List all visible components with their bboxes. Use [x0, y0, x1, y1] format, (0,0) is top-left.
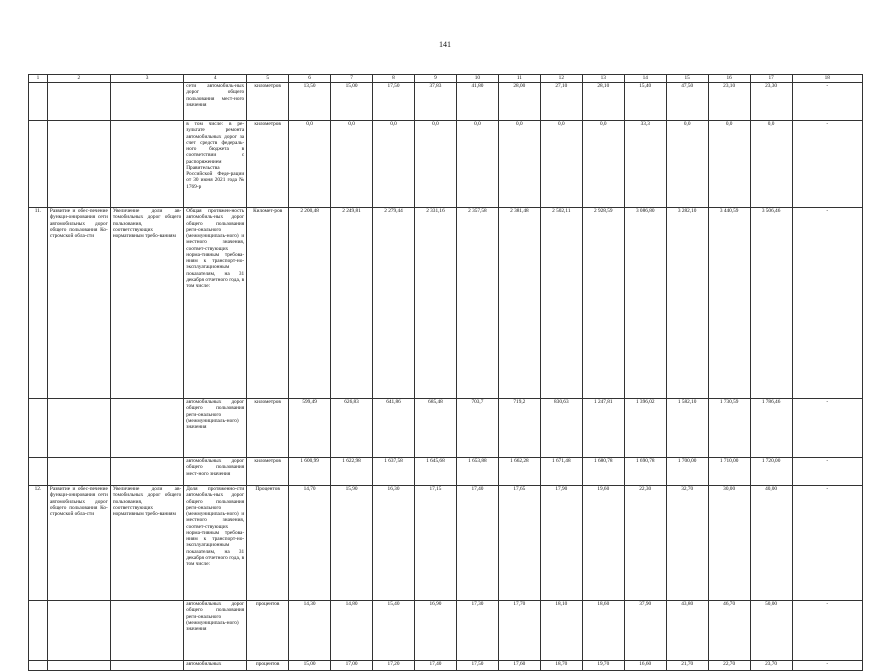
table-cell: 17,40	[456, 486, 498, 601]
table-cell: 3 506,46	[750, 208, 792, 399]
table-cell: 13,50	[289, 83, 331, 121]
table-cell: 17,90	[540, 486, 582, 601]
column-header: 18	[792, 75, 862, 83]
table-cell: 22,70	[708, 661, 750, 671]
table-cell: сети автомобиль-ных дорог общего пользования мест-ного значения	[184, 83, 247, 121]
table-cell: -	[792, 458, 862, 486]
table-cell: -	[792, 399, 862, 458]
table-row	[29, 486, 863, 601]
table-cell: 1 645,68	[414, 458, 456, 486]
indicators-table	[28, 74, 863, 671]
table-cell	[47, 121, 110, 208]
table-cell	[110, 601, 183, 661]
table-cell: 18,60	[582, 601, 624, 661]
column-header: 7	[331, 75, 373, 83]
table-cell: 3 440,59	[708, 208, 750, 399]
table-cell: 1 671,48	[540, 458, 582, 486]
column-header: 8	[373, 75, 415, 83]
table-body	[29, 83, 863, 671]
table-row	[29, 208, 863, 399]
table-cell: 40,00	[750, 486, 792, 601]
table-cell: Общая протяжен-ность автомобиль-ных дорог общего пользования реги-онального (межмуниципаль-ного) и местного значения, соответ-ствующих норма-тивным требова-ниям к транспорт-но-эксплуатационным показателям, на 31 декабря отчетного года, в том числе:	[184, 208, 247, 399]
table-cell: 12.	[29, 486, 48, 601]
table-cell: 0,0	[456, 121, 498, 208]
table-cell: километров	[247, 399, 289, 458]
table-cell: 0,0	[289, 121, 331, 208]
table-cell	[110, 399, 183, 458]
table-cell: 1 622,98	[331, 458, 373, 486]
column-header: 15	[666, 75, 708, 83]
column-header: 13	[582, 75, 624, 83]
table-cell: 14,80	[331, 601, 373, 661]
table-cell: 47,50	[666, 83, 708, 121]
table-cell	[47, 83, 110, 121]
table-cell: Процентов	[247, 486, 289, 601]
table-cell	[47, 601, 110, 661]
table-cell: 599,49	[289, 399, 331, 458]
table-cell	[29, 601, 48, 661]
table-cell: 0,0	[414, 121, 456, 208]
table-cell: 27,10	[540, 83, 582, 121]
table-cell: автомобильных дорог общего пользования реги-онального (межмуниципаль-ного) значения	[184, 601, 247, 661]
column-header: 12	[540, 75, 582, 83]
table-cell: 0,0	[540, 121, 582, 208]
table-cell: -	[792, 486, 862, 601]
table-cell: 37,83	[414, 83, 456, 121]
table-row	[29, 601, 863, 661]
table-cell: 18,10	[540, 601, 582, 661]
table-cell: 17,40	[414, 661, 456, 671]
column-header: 14	[624, 75, 666, 83]
table-cell: километров	[247, 83, 289, 121]
table-cell: 11.	[29, 208, 48, 399]
table-cell: 0,0	[498, 121, 540, 208]
table-cell	[110, 121, 183, 208]
table-cell: 1 700,00	[666, 458, 708, 486]
table-cell: 16,90	[414, 601, 456, 661]
table-cell: 15,40	[624, 83, 666, 121]
table-cell: 23,10	[708, 83, 750, 121]
table-cell: 1 396,02	[624, 399, 666, 458]
table-cell: 17,65	[498, 486, 540, 601]
table-cell	[29, 458, 48, 486]
table-cell: автомобильных дорог общего пользования мест-ного значения	[184, 458, 247, 486]
table-cell: 641,86	[373, 399, 415, 458]
table-cell: 15,90	[331, 486, 373, 601]
column-header: 16	[708, 75, 750, 83]
table-cell	[110, 458, 183, 486]
table-cell: 2 249,81	[331, 208, 373, 399]
table-cell: 830,63	[540, 399, 582, 458]
table-cell: 1 730,59	[708, 399, 750, 458]
table-cell: 1 710,00	[708, 458, 750, 486]
table-cell: 17,30	[456, 601, 498, 661]
table-cell: 1 653,88	[456, 458, 498, 486]
table-cell: 626,83	[331, 399, 373, 458]
table-cell: в том числе: в ре-зультате ремонта автомобильных дорог за счет средств федераль-ного бюджета в соответствии с распоряжением Правительства Российской Феде-рации от 30 июня 2021 года № 1769-р	[184, 121, 247, 208]
table-cell: 2 200,48	[289, 208, 331, 399]
table-cell: 18,70	[540, 661, 582, 671]
table-row	[29, 83, 863, 121]
table-cell: 16,30	[373, 486, 415, 601]
table-row	[29, 661, 863, 671]
table-cell: 17,15	[414, 486, 456, 601]
table-cell: 23,30	[750, 83, 792, 121]
table-cell: 19,70	[582, 661, 624, 671]
table-cell: 17,70	[498, 601, 540, 661]
table-cell: 17,50	[456, 661, 498, 671]
table-cell: 17,50	[373, 83, 415, 121]
table-cell: 23,70	[750, 661, 792, 671]
column-header: 6	[289, 75, 331, 83]
column-header: 3	[110, 75, 183, 83]
table-row	[29, 121, 863, 208]
column-header: 5	[247, 75, 289, 83]
table-cell: 719,2	[498, 399, 540, 458]
table-cell: 46,70	[708, 601, 750, 661]
table-cell: 33,3	[624, 121, 666, 208]
table-cell: 1 680,78	[582, 458, 624, 486]
table-cell	[29, 121, 48, 208]
table-cell: процентов	[247, 601, 289, 661]
table-cell: 16,60	[624, 661, 666, 671]
table-cell: 2 357,58	[456, 208, 498, 399]
table-cell: 28,10	[582, 83, 624, 121]
table-cell: Увеличение доли ав-томобильных дорог общего пользования, соответствующих нормативным требо-ваниям	[110, 208, 183, 399]
table-cell: 0,0	[666, 121, 708, 208]
table-cell: 2 279,44	[373, 208, 415, 399]
table-cell: Километ-ров	[247, 208, 289, 399]
table-cell	[110, 83, 183, 121]
table-cell: автомобильных	[184, 661, 247, 671]
table-cell: 50,00	[750, 601, 792, 661]
table-cell: километров	[247, 458, 289, 486]
table-cell: -	[792, 121, 862, 208]
table-cell: 2 502,11	[540, 208, 582, 399]
table-cell: 1 690,78	[624, 458, 666, 486]
column-header: 9	[414, 75, 456, 83]
table-cell: процентов	[247, 661, 289, 671]
table-cell: 0,0	[373, 121, 415, 208]
table-cell: 37,90	[624, 601, 666, 661]
table-cell	[47, 399, 110, 458]
table-cell: 685,48	[414, 399, 456, 458]
table-cell: 2 331,16	[414, 208, 456, 399]
table-cell: 1 786,46	[750, 399, 792, 458]
table-cell: Развитие и обес-печение функци-онирования сети автомобильных дорог общего пользования Ко-стромской обла-сти	[47, 208, 110, 399]
table-cell: Развитие и обес-печение функци-онирования сети автомобильных дорог общего пользования Ко-стромской обла-сти	[47, 486, 110, 601]
table-cell: 1 247,81	[582, 399, 624, 458]
table-cell: 2 928,59	[582, 208, 624, 399]
table-cell: 14,70	[289, 486, 331, 601]
column-header: 2	[47, 75, 110, 83]
column-header: 11	[498, 75, 540, 83]
table-cell: 0,0	[331, 121, 373, 208]
table-cell: 3 282,10	[666, 208, 708, 399]
table-cell	[110, 661, 183, 671]
table-cell: километров	[247, 121, 289, 208]
table-cell: 30,00	[708, 486, 750, 601]
table-cell	[47, 458, 110, 486]
table-cell: -	[792, 83, 862, 121]
column-header: 10	[456, 75, 498, 83]
table-cell	[47, 661, 110, 671]
table-cell: 3 086,80	[624, 208, 666, 399]
table-cell: 0,0	[708, 121, 750, 208]
table-cell: 15,40	[373, 601, 415, 661]
table-cell: 21,70	[666, 661, 708, 671]
table-cell	[29, 399, 48, 458]
table-cell	[29, 83, 48, 121]
table-cell: -	[792, 208, 862, 399]
table-cell: 0,0	[750, 121, 792, 208]
table-cell: 17,20	[373, 661, 415, 671]
table-cell: 43,80	[666, 601, 708, 661]
table-cell: 19,60	[582, 486, 624, 601]
table-cell: 14,30	[289, 601, 331, 661]
table-cell: 1 582,10	[666, 399, 708, 458]
table-cell: 1 637,58	[373, 458, 415, 486]
table-cell	[29, 661, 48, 671]
table-row	[29, 458, 863, 486]
table-cell: 2 381,48	[498, 208, 540, 399]
table-cell: Увеличение доли ав-томобильных дорог общего пользования, соответствующих нормативным требо-ваниям	[110, 486, 183, 601]
table-cell: 1 600,99	[289, 458, 331, 486]
table-cell: -	[792, 601, 862, 661]
table-cell: 15,00	[331, 83, 373, 121]
table-cell: автомобильных дорог общего пользования реги-онального (межмуниципаль-ного) значения	[184, 399, 247, 458]
page-number: 141	[439, 40, 451, 49]
column-header: 4	[184, 75, 247, 83]
table-cell: 32,70	[666, 486, 708, 601]
table-cell: 41,80	[456, 83, 498, 121]
column-header: 17	[750, 75, 792, 83]
table-cell: -	[792, 661, 862, 671]
table-cell: 28,00	[498, 83, 540, 121]
column-header: 1	[29, 75, 48, 83]
column-number-row	[29, 75, 863, 83]
table-cell: 15,00	[289, 661, 331, 671]
table-row	[29, 399, 863, 458]
table-cell: Доля протяженно-сти автомобиль-ных дорог общего пользования реги-онального (межмуниципаль-ного) и местного значения, соответ-ствующих норма-тивным требова-ниям к транспорт-но-эксплуатационным показателям, на 31 декабря отчетного года, в том числе:	[184, 486, 247, 601]
table-cell: 703,7	[456, 399, 498, 458]
table-cell: 1 662,28	[498, 458, 540, 486]
table-cell: 0,0	[582, 121, 624, 208]
table-cell: 17,60	[498, 661, 540, 671]
table-cell: 17,00	[331, 661, 373, 671]
table-cell: 22,30	[624, 486, 666, 601]
table-cell: 1 720,00	[750, 458, 792, 486]
